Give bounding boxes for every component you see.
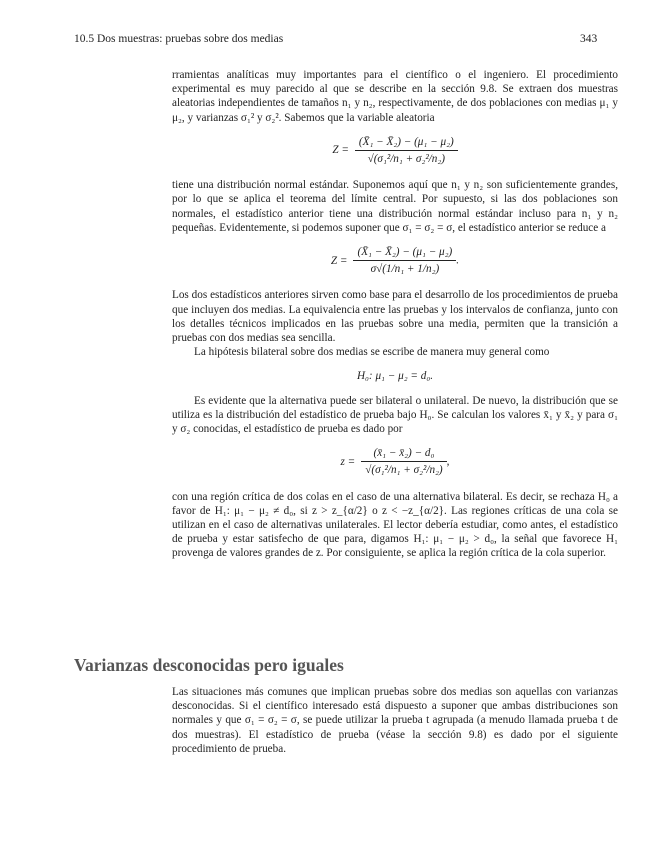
fraction: [355, 135, 458, 166]
equation-punctuation: .: [456, 254, 460, 267]
numerator: (x̄₁ − x̄₂) − d₀: [361, 446, 446, 462]
paragraph: rramientas analíticas muy importantes para el científico o el ingeniero. El procedimiento experimental es muy parecido al que se describe en la sección 9.8. Se extraen dos muestras aleatorias independientes de tamaños n₁ y n₂, respectivamente, de dos poblaciones con medias μ₁ y μ₂, y varianzas σ₁² y σ₂². Sabemos que la variable aleatoria: [172, 69, 618, 124]
page-number: 343: [580, 33, 598, 45]
paragraph: con una región crítica de dos colas en el caso de una alternativa bilateral. Es decir, se rechaza H₀ a favor de H₁: μ₁ − μ₂ ≠ d₀, si z > z_{α/2} o z < −z_{α/2}. Las regiones críticas de una cola se utilizan en el caso de alternativas unilaterales. El lector debería estudiar, como antes, el estadístico de prueba y estar satisfecho de que para, digamos H₁: μ₁ − μ₂ > d₀, la señal que favorece H₁ provenga de valores grandes de z. Por consiguiente, se aplica la región crítica de la cola superior.: [172, 490, 618, 560]
paragraph: La hipótesis bilateral sobre dos medias se escribe de manera muy general como: [194, 346, 550, 359]
equation-lhs: Z =: [332, 144, 349, 157]
equation-lhs: z =: [340, 455, 356, 468]
numerator: (X̄₁ − X̄₂) − (μ₁ − μ₂): [353, 245, 456, 261]
fraction: [353, 245, 456, 276]
fraction: [361, 446, 446, 477]
running-header: 10.5 Dos muestras: pruebas sobre dos medias: [74, 33, 284, 45]
numerator: (X̄₁ − X̄₂) − (μ₁ − μ₂): [355, 135, 458, 151]
denominator: √(σ₁²/n₁ + σ₂²/n₂): [365, 464, 443, 477]
denominator: √(σ₁²/n₁ + σ₂²/n₂): [367, 153, 446, 166]
denominator: σ√(1/n₁ + 1/n₂): [370, 263, 440, 276]
section-heading: Varianzas desconocidas pero iguales: [74, 655, 344, 675]
body-text-upper: [172, 68, 618, 561]
equation-z-statistic: [172, 135, 618, 166]
equation-punctuation: ,: [446, 455, 450, 468]
paragraph: tiene una distribución normal estándar. Suponemos aquí que n₁ y n₂ son suficientemente grandes, por lo que se aplica el teorema del límite central. Por supuesto, si las dos poblaciones son normales, el estadístico anterior tiene una distribución normal estándar incluso para n₁ y n₂ pequeñas. Evidentemente, si podemos suponer que σ₁ = σ₂ = σ, el estadístico anterior se reduce a: [172, 179, 618, 234]
equation-lhs: Z =: [330, 254, 348, 267]
equation-z-reduced: [172, 245, 618, 276]
paragraph: Es evidente que la alternativa puede ser bilateral o unilateral. De nuevo, la distribución que se utiliza es la distribución del estadístico de prueba bajo H₀. Se calculan los valores x̄₁ y x̄₂ y para σ₁ y σ₂ conocidas, el estadístico de prueba es dado por: [172, 394, 618, 436]
equation-test-statistic: [172, 446, 618, 477]
paragraph: Las situaciones más comunes que implican pruebas sobre dos medias son aquellas con varianzas desconocidas. Si el científico interesado está dispuesto a suponer que ambas distribuciones son normales y que σ₁ = σ₂ = σ, se puede utilizar la prueba t agrupada (a menudo llamada prueba t de dos muestras). El estadístico de prueba (véase la sección 9.8) es dado por el siguiente procedimiento de prueba.: [172, 686, 618, 755]
paragraph: Los dos estadísticos anteriores sirven como base para el desarrollo de los procedimientos de prueba que incluyen dos medias. La equivalencia entre las pruebas y los intervalos de confianza, junto con los detalles técnicos implicados en las pruebas sobre una media, permiten que la transición a pruebas con dos medias sea sencilla.: [172, 289, 618, 345]
body-text-lower: [172, 685, 618, 756]
equation-null-hypothesis: H₀: μ₁ − μ₂ = d₀.: [356, 370, 434, 383]
